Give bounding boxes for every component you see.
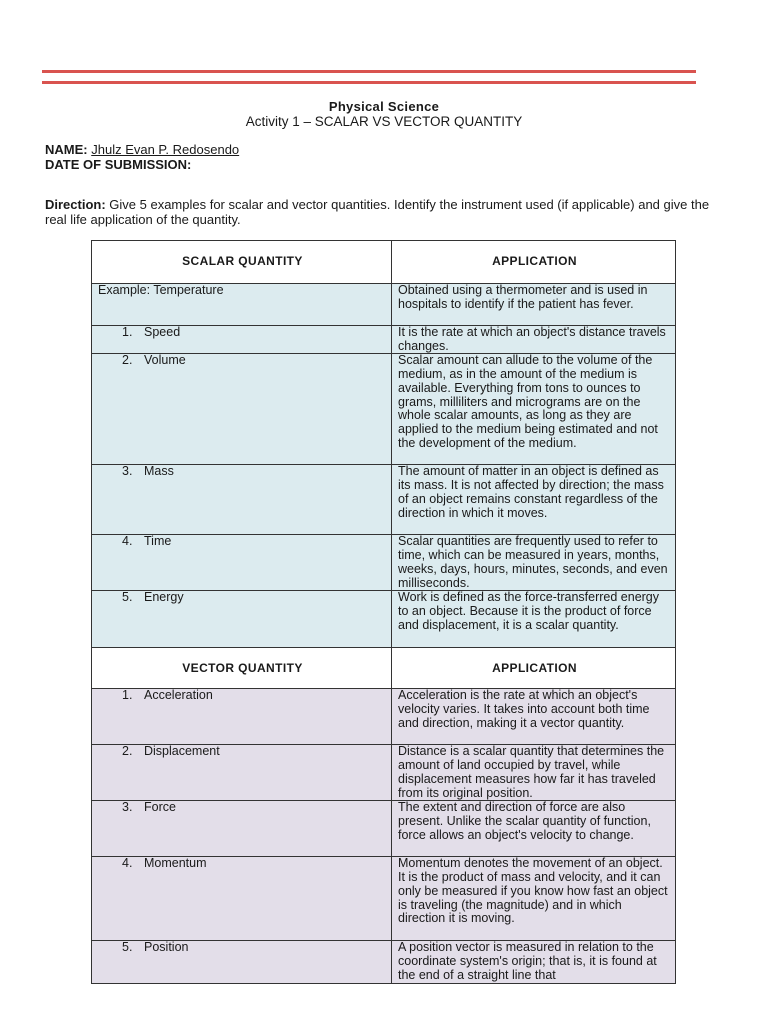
- quantity-name: Time: [144, 534, 172, 549]
- vector-quantity-cell: [92, 745, 392, 801]
- direction-label: Direction:: [45, 197, 106, 212]
- table-row: [92, 745, 676, 801]
- vector-header-row: [92, 648, 676, 689]
- quantity-name: Displacement: [144, 744, 220, 759]
- table-row: [92, 857, 676, 941]
- name-label: NAME:: [45, 142, 88, 157]
- example-application: Obtained using a thermometer and is used in hospitals to identify if the patient has fever.: [392, 284, 676, 326]
- table-row: [92, 326, 676, 354]
- table-row: [92, 465, 676, 535]
- quantity-name: Position: [144, 940, 189, 955]
- application-cell: It is the rate at which an object's distance travels changes.: [392, 326, 676, 354]
- quantity-name: Volume: [144, 353, 186, 368]
- table-row: [92, 591, 676, 648]
- scalar-quantity-header: SCALAR QUANTITY: [92, 241, 392, 284]
- table-row: [92, 284, 676, 326]
- scalar-quantity-cell: [92, 535, 392, 591]
- application-cell: Scalar amount can allude to the volume of the medium, as in the amount of the medium is available. Everything from tons to ounces to grams, milliliters and micrograms are on the whole scalar amounts, as long as they are applied to the medium being estimated and not the development of the medium.: [392, 354, 676, 465]
- name-field: [45, 142, 239, 157]
- quantity-name: Mass: [144, 464, 174, 479]
- application-cell: A position vector is measured in relation to the coordinate system's origin; that is, it is found at the end of a straight line that: [392, 941, 676, 984]
- application-cell: The extent and direction of force are also present. Unlike the scalar quantity of function, force allows an object's velocity to change.: [392, 801, 676, 857]
- item-number: 5.: [122, 940, 133, 955]
- item-number: 2.: [122, 744, 133, 759]
- table-row: [92, 941, 676, 984]
- example-quantity: Example: Temperature: [92, 284, 392, 326]
- header-rule-top: [42, 70, 696, 73]
- direction-paragraph: [45, 197, 710, 227]
- vector-application-header: APPLICATION: [392, 648, 676, 689]
- scalar-quantity-cell: [92, 326, 392, 354]
- quantity-name: Acceleration: [144, 688, 213, 703]
- vector-quantity-cell: [92, 941, 392, 984]
- application-cell: Momentum denotes the movement of an object. It is the product of mass and velocity, and it can only be measured if you know how fast an object is traveling (the magnitude) and in which direction it is moving.: [392, 857, 676, 941]
- item-number: 1.: [122, 325, 133, 339]
- application-cell: Acceleration is the rate at which an object's velocity varies. It takes into account both time and direction, making it a vector quantity.: [392, 689, 676, 745]
- document-title: Physical Science: [328, 99, 440, 114]
- name-value: Jhulz Evan P. Redosendo: [91, 142, 240, 157]
- vector-quantity-cell: [92, 801, 392, 857]
- scalar-quantity-cell: [92, 465, 392, 535]
- application-cell: Scalar quantities are frequently used to refer to time, which can be measured in years, months, weeks, days, hours, minutes, seconds, and even milliseconds.: [392, 535, 676, 591]
- application-cell: Distance is a scalar quantity that determines the amount of land occupied by travel, while displacement measures how far it has traveled from its original position.: [392, 745, 676, 801]
- scalar-quantity-cell: [92, 591, 392, 648]
- date-label: DATE OF SUBMISSION:: [45, 157, 192, 172]
- table-row: [92, 801, 676, 857]
- date-field: [45, 157, 191, 172]
- item-number: 4.: [122, 856, 133, 871]
- activity-subtitle: Activity 1 – SCALAR VS VECTOR QUANTITY: [245, 114, 523, 129]
- header-rule-bottom: [42, 81, 696, 84]
- item-number: 5.: [122, 590, 133, 605]
- item-number: 3.: [122, 800, 133, 815]
- vector-quantity-cell: [92, 689, 392, 745]
- scalar-header-row: [92, 241, 676, 284]
- table-row: [92, 535, 676, 591]
- item-number: 1.: [122, 688, 133, 703]
- quantity-name: Momentum: [144, 856, 207, 871]
- direction-text: Give 5 examples for scalar and vector quantities. Identify the instrument used (if applicable) and give the real life application of the quantity.: [45, 197, 710, 227]
- application-cell: Work is defined as the force-transferred energy to an object. Because it is the product of force and displacement, it is a scalar quantity.: [392, 591, 676, 648]
- quantity-name: Speed: [144, 325, 181, 339]
- vector-quantity-header: VECTOR QUANTITY: [92, 648, 392, 689]
- scalar-application-header: APPLICATION: [392, 241, 676, 284]
- item-number: 3.: [122, 464, 133, 479]
- scalar-quantity-cell: [92, 354, 392, 465]
- quantities-table: [91, 240, 676, 984]
- vector-quantity-cell: [92, 857, 392, 941]
- table-row: [92, 689, 676, 745]
- quantity-name: Force: [144, 800, 176, 815]
- item-number: 2.: [122, 353, 133, 368]
- table-row: [92, 354, 676, 465]
- quantity-name: Energy: [144, 590, 184, 605]
- application-cell: The amount of matter in an object is defined as its mass. It is not affected by direction; the mass of an object remains constant regardless of the direction in which it moves.: [392, 465, 676, 535]
- item-number: 4.: [122, 534, 133, 549]
